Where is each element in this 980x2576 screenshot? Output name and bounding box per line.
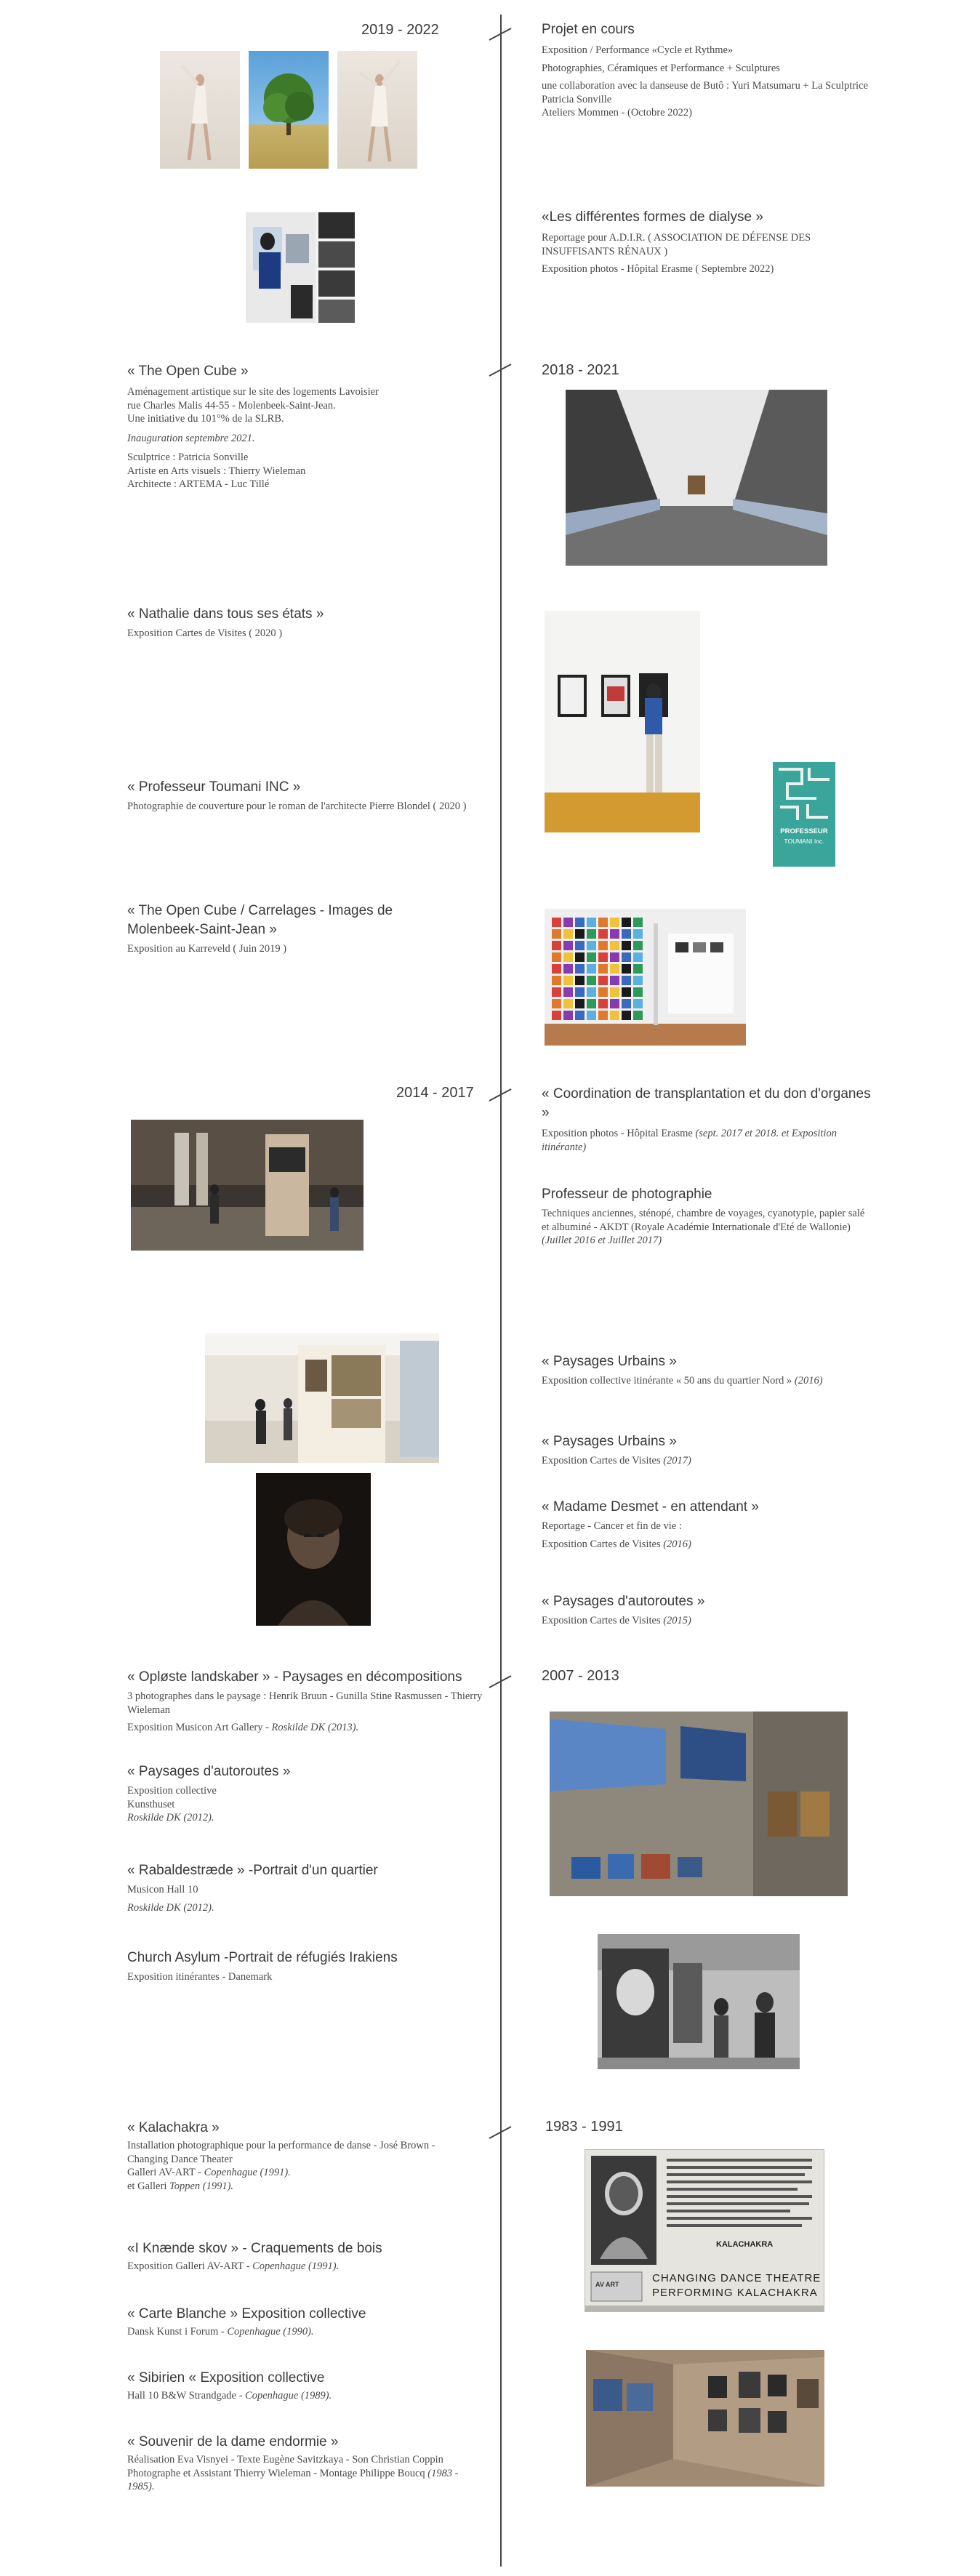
book-cover	[773, 762, 835, 867]
church-asylum-photo	[598, 1934, 800, 2069]
entry-date: (1983 - 1985).	[127, 2467, 459, 2492]
entry-title: Church Asylum -Portrait de réfugiés Irakiens	[127, 1950, 398, 1965]
entry-title: « Nathalie dans tous ses états »	[127, 606, 324, 622]
entry-text: Reportage - Cancer et fin de vie :	[542, 1520, 682, 1532]
portrait-photo	[256, 1473, 371, 1626]
entry-text: 3 photographes dans le paysage : Henrik Bruun - Gunilla Stine Rasmussen - Thierry Wieleman	[127, 1690, 483, 1716]
entry-open-cube	[127, 362, 462, 491]
entry-paysages-urbains-1	[542, 1352, 876, 1392]
entry-title: Projet en cours	[542, 22, 635, 37]
entry-title: «I Knænde skov » - Craquements de bois	[127, 2241, 382, 2256]
poster-line1: CHANGING DANCE THEATRE	[652, 2272, 822, 2284]
entry-date: Toppen (1991).	[169, 2180, 234, 2192]
book-title: PROFESSEUR	[780, 827, 828, 835]
section-year: 2019 - 2022	[361, 22, 439, 38]
entry-church-asylum	[127, 1949, 462, 1989]
entry-text: Photographies, Céramiques et Performance + Sculptures	[542, 62, 780, 74]
entry-date: (2016)	[794, 1375, 823, 1387]
entry-title: « Paysages d'autoroutes »	[127, 1764, 291, 1779]
poster-gallery: AV ART	[595, 2281, 619, 2288]
entry-paysages-urbains-2	[542, 1432, 876, 1472]
kalachakra-poster	[585, 2149, 824, 2312]
entry-text: Exposition Musicon Art Gallery -	[127, 1722, 269, 1733]
entry-text: Exposition collective itinérante « 50 ans du quartier Nord »	[542, 1375, 792, 1387]
entry-souvenir-dame-endormie	[127, 2433, 462, 2498]
entry-oploste-landskaber	[127, 1668, 483, 1739]
entry-text: et Galleri	[127, 2180, 167, 2192]
entry-paysages-autoroutes-2015	[542, 1592, 876, 1632]
tree-photo	[249, 51, 329, 169]
entry-text: Musicon Hall 10	[127, 1884, 198, 1895]
gallery-installation-photo	[586, 2350, 824, 2487]
entry-text: Exposition Cartes de Visites	[542, 1455, 661, 1466]
entry-text: Exposition / Performance «Cycle et Rythme»	[542, 44, 734, 56]
entry-sibirien	[127, 2369, 462, 2407]
section-year: 2007 - 2013	[542, 1668, 619, 1684]
timeline-axis	[500, 15, 502, 2567]
entry-text: Exposition Galleri AV-ART -	[127, 2260, 250, 2272]
dialysis-collage-photo	[246, 212, 355, 323]
entry-title: «Les différentes formes de dialyse »	[542, 209, 763, 225]
entry-text: Exposition Cartes de Visites	[542, 1538, 661, 1550]
entry-text: Inauguration septembre 2021.	[127, 432, 255, 444]
entry-title: « Opløste landskaber » - Paysages en décompositions	[127, 1669, 462, 1685]
entry-title: « Sibirien « Exposition collective	[127, 2370, 325, 2386]
entry-title: « Madame Desmet - en attendant »	[542, 1499, 759, 1514]
entry-text: Hall 10 B&W Strandgade -	[127, 2390, 243, 2402]
entry-text: rue Charles Malis 44-55 - Molenbeek-Saint-Jean.	[127, 399, 336, 412]
entry-text: Une initiative du 101°% de la SLRB.	[127, 413, 284, 425]
dancer-photo	[160, 51, 240, 169]
entry-text: Artiste en Arts visuels : Thierry Wieleman	[127, 465, 306, 477]
entry-date: Copenhague (1989).	[245, 2390, 332, 2402]
entry-title: « The Open Cube / Carrelages - Images de Molenbeek-Saint-Jean »	[127, 903, 393, 937]
poster-title: KALACHAKRA	[716, 2240, 774, 2249]
entry-title: « Carte Blanche » Exposition collective	[127, 2306, 366, 2322]
entry-rabaldestraede	[127, 1861, 462, 1919]
entry-date: (sept. 2017 et 2018. et Exposition itinérante)	[542, 1128, 837, 1153]
entry-text: Ateliers Mommen - (Octobre 2022)	[542, 107, 692, 119]
entry-open-cube-carrelages	[127, 902, 433, 960]
entry-date: (2015)	[663, 1615, 691, 1626]
entry-title: Professeur de photographie	[542, 1187, 712, 1202]
entry-text: Installation photographique pour la performance de danse - José Brown - Changing Dance Theater	[127, 2140, 435, 2165]
entry-text: Techniques anciennes, sténopé, chambre de voyages, cyanotypie, papier salé et albuminé - AKDT (Royale Académie Internationale d'Eté de Wallonie)	[542, 1208, 865, 1233]
entry-title: « Professeur Toumani INC »	[127, 779, 301, 795]
entry-title: « Souvenir de la dame endormie »	[127, 2434, 339, 2449]
entry-text: Réalisation Eva Visnyei - Texte Eugène Savitzkaya - Son Christian Coppin Photographe et Assistant Thierry Wieleman - Montage Philippe Boucq	[127, 2454, 443, 2479]
entry-date: Copenhague (1990).	[227, 2326, 314, 2338]
musicon-exhibition-photo	[550, 1712, 848, 1896]
book-subtitle: TOUMANI Inc.	[784, 838, 824, 845]
entry-text: Exposition Cartes de Visites ( 2020 )	[127, 627, 283, 639]
entry-text: une collaboration avec la danseuse de Butô : Yuri Matsumaru + La Sculptrice Patricia Sonville	[542, 80, 868, 105]
entry-text: Exposition Cartes de Visites	[542, 1615, 661, 1626]
entry-title: « Coordination de transplantation et du don d'organes »	[542, 1086, 871, 1120]
entry-date: Copenhague (1991).	[252, 2260, 340, 2272]
entry-text: Dansk Kunst i Forum -	[127, 2326, 225, 2338]
carrelages-exhibition-photo	[545, 909, 746, 1046]
entry-text: Photographie de couverture pour le roman de l'architecte Pierre Blondel ( 2020 )	[127, 801, 467, 812]
entry-nathalie	[127, 605, 462, 645]
open-cube-photo	[566, 390, 827, 566]
entry-dialyse	[542, 208, 869, 281]
entry-text: Kunsthuset	[127, 1798, 175, 1810]
entry-text: Exposition itinérantes - Danemark	[127, 1971, 273, 1983]
entry-coordination-transplantation	[542, 1085, 876, 1158]
entry-madame-desmet	[542, 1498, 876, 1555]
entry-title: « Rabaldestræde » -Portrait d'un quartier	[127, 1863, 378, 1878]
nathalie-exhibition-photo	[545, 611, 700, 832]
entry-title: « Paysages d'autoroutes »	[542, 1594, 705, 1609]
entry-professeur-photographie	[542, 1185, 869, 1252]
entry-text: Exposition photos - Hôpital Erasme	[542, 1128, 693, 1139]
section-year: 2018 - 2021	[542, 362, 619, 378]
entry-text: Sculptrice : Patricia Sonville	[127, 452, 249, 463]
entry-carte-blanche	[127, 2305, 462, 2343]
entry-professeur-toumani	[127, 778, 476, 818]
entry-date: (2016)	[663, 1538, 691, 1550]
entry-i-knaende-skov	[127, 2239, 462, 2278]
paysages-urbains-exhibition-photo	[205, 1333, 439, 1463]
entry-title: « Paysages Urbains »	[542, 1434, 677, 1449]
entry-text: Architecte : ARTEMA - Luc Tillé	[127, 478, 270, 490]
entry-date: Roskilde DK (2012).	[127, 1901, 214, 1914]
entry-date: (Juillet 2016 et Juillet 2017)	[542, 1235, 662, 1246]
entry-date: Copenhague (1991).	[204, 2167, 291, 2178]
entry-text: Galleri AV-ART -	[127, 2167, 201, 2178]
entry-title: « The Open Cube »	[127, 364, 249, 379]
entry-date: Roskilde DK (2012).	[127, 1812, 214, 1823]
section-year: 2014 - 2017	[396, 1085, 474, 1101]
entry-paysages-autoroutes-2012	[127, 1762, 462, 1829]
poster-line2: PERFORMING KALACHAKRA	[652, 2287, 818, 2299]
dancer-photo	[337, 51, 417, 169]
section-year: 1983 - 1991	[545, 2119, 623, 2135]
entry-text: Aménagement artistique sur le site des logements Lavoisier	[127, 386, 379, 398]
entry-date: Roskilde DK (2013).	[271, 1722, 359, 1733]
entry-text: Exposition au Karreveld ( Juin 2019 )	[127, 943, 287, 955]
entry-kalachakra	[127, 2119, 462, 2193]
entry-title: « Kalachakra »	[127, 2120, 220, 2135]
entry-text: Exposition photos - Hôpital Erasme ( Septembre 2022)	[542, 263, 774, 275]
entry-title: « Paysages Urbains »	[542, 1354, 677, 1369]
entry-text: Exposition collective	[127, 1785, 217, 1797]
entry-date: (2017)	[663, 1455, 691, 1466]
erasme-exhibition-photo	[131, 1120, 364, 1251]
entry-projet-en-cours	[542, 20, 869, 124]
entry-text: Reportage pour A.D.I.R. ( ASSOCIATION DE DÉFENSE DES INSUFFISANTS RÉNAUX )	[542, 232, 811, 257]
